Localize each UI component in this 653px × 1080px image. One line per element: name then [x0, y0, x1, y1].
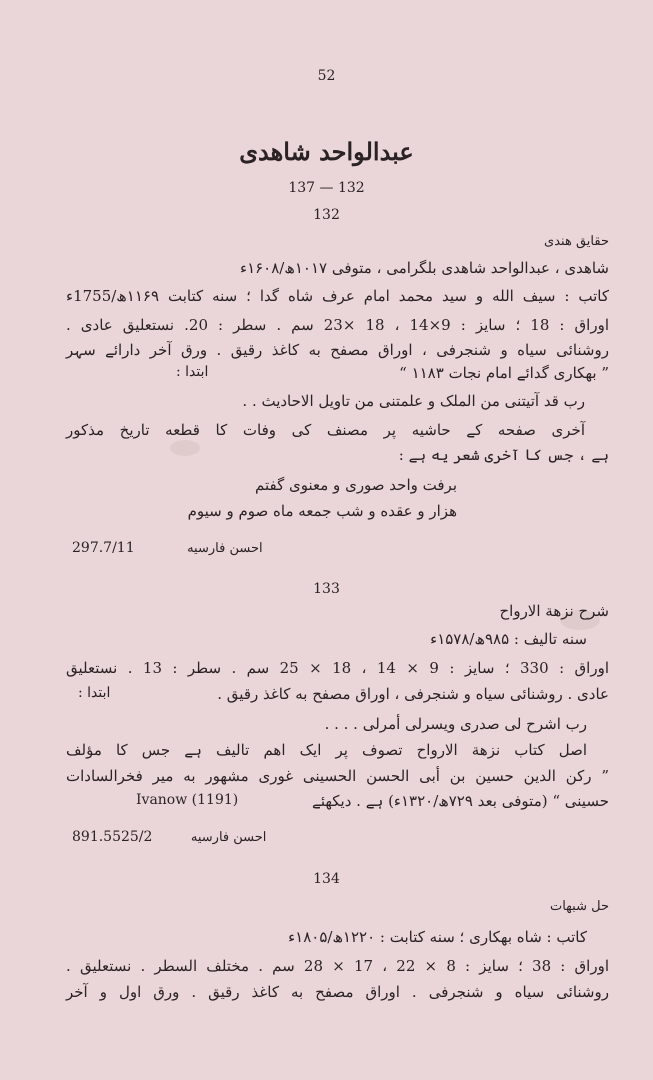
page-number: 52 — [317, 68, 336, 84]
entry-title: حل شبهات — [549, 899, 609, 914]
entry-line: ہے ، جس کا آخری شعر یه ہے : — [398, 446, 609, 464]
entry-line: عادی . روشنائی سیاه و شنجرفی ، اوراق مصفح به کاغذ رقیق . — [217, 685, 609, 703]
citation: Ivanow (1191) — [136, 792, 239, 808]
incipit-label: ابتدا : — [78, 685, 111, 701]
reference-label: احسن فارسیه — [187, 541, 263, 556]
entry-line: سنه تالیف : ۹۸۵ھ/۱۵۷۸ء — [430, 630, 587, 648]
entry-line: اوراق : 18 ؛ سایز : 9×14 ، 18 ×23 سم . سطر : 20. نستعلیق عادی . — [66, 316, 609, 334]
entry-line: اصل کتاب نزهة الارواح تصوف پر ایک اهم تالیف ہے جس کا مؤلف — [66, 741, 587, 759]
entry-number: 134 — [313, 871, 340, 887]
entry-line: اوراق : 38 ؛ سایز : 8 × 22 ، 17 × 28 سم . مختلف السطر . نستعلیق . — [66, 957, 610, 975]
entry-line: کاتب : سیف الله و سید محمد امام عرف شاه گدا ؛ سنه کتابت ۱۱۶۹ھ/1755ء — [66, 287, 609, 305]
entry-line: کاتب : شاه بهکاری ؛ سنه کتابت : ۱۲۲۰ھ/۱۸۰۵ء — [288, 928, 587, 946]
entry-title: شرح نزهة الارواح — [499, 602, 609, 620]
entry-line: ” بهکاری گدائے امام نجات ۱۱۸۳ “ — [399, 364, 609, 382]
incipit-text: رب قد آتیتنی من الملک و علمتنی من تاویل الاحادیث . . — [242, 392, 585, 410]
reference-line — [72, 540, 263, 556]
reference-code: 891.5525/2 — [72, 829, 153, 845]
entry-line: شاهدی ، عبدالواحد شاهدی بلگرامی ، متوفی ۱۰۱۷ھ/۱۶۰۸ء — [240, 259, 609, 277]
entry-number: 133 — [313, 581, 340, 597]
incipit-text: رب اشرح لی صدری ویسرلی أمرلی . . . . — [324, 715, 587, 733]
entry-line: آخری صفحه کے حاشیه پر مصنف کی وفات کا قطعه تاریخ مذکور — [66, 421, 585, 439]
paper-stain — [170, 440, 200, 456]
incipit-label: ابتدا : — [176, 364, 209, 380]
entry-line: اوراق : 330 ؛ سایز : 9 × 14 ، 18 × 25 سم . سطر : 13 . نستعلیق — [66, 659, 609, 677]
reference-line — [72, 829, 266, 845]
verse-line: برفت واحد صوری و معنوی گفتم — [255, 476, 457, 494]
section-heading: عبدالواحد شاهدی — [239, 137, 414, 166]
entry-line: ” رکن الدین حسین بن أبی الحسن الحسینی غوری مشهور به میر فخرالسادات — [66, 767, 609, 785]
entry-line: روشنائی سیاه و شنجرفی . اوراق مصفح به کاغذ رقیق . ورق اول و آخر — [66, 983, 609, 1001]
entry-line: حسینی “ (متوفی بعد ۷۲۹ھ/۱۳۲۰ء) ہے . دیکھئے — [312, 792, 609, 810]
reference-label: احسن فارسیه — [190, 830, 267, 845]
entry-number: 132 — [313, 207, 340, 223]
entry-line: روشنائی سیاه و شنجرفی ، اوراق مصفح به کاغذ رقیق . ورق آخر دارائے سہر — [66, 341, 609, 359]
entry-title: حقایق هندی — [544, 234, 609, 249]
verse-line: هزار و عقده و شب جمعه ماه صوم و سیوم — [187, 502, 457, 520]
entry-range: 137 — 132 — [288, 180, 365, 196]
reference-code: 297.7/11 — [72, 540, 135, 556]
